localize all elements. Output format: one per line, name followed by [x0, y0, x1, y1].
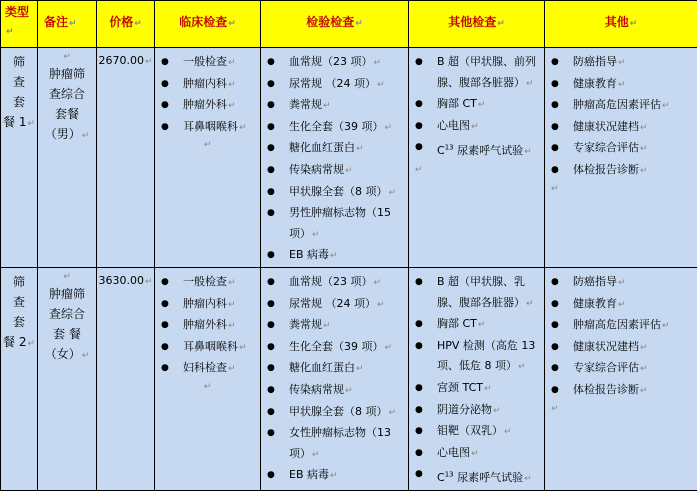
- bullet-icon: ●: [267, 245, 275, 266]
- bullet-icon: ●: [415, 421, 423, 442]
- package-row-1: [1, 48, 697, 268]
- list-item: ● 健康教育↵: [545, 294, 697, 316]
- bullet-icon: ●: [415, 378, 423, 399]
- clinical-cell: [155, 48, 261, 268]
- list-item: ● 肿瘤外科↵: [155, 315, 260, 337]
- list-item: ● 尿常规 （24 项）↵: [261, 294, 408, 316]
- type-char: 套: [1, 92, 37, 112]
- list-item: ● B 超（甲状腺、前列腺、腹部各脏器）↵: [409, 52, 544, 94]
- list-item: ● 甲状腺全套（8 项）↵: [261, 402, 408, 424]
- paragraph-mark-icon: ↵: [409, 163, 544, 177]
- bullet-icon: ●: [161, 337, 169, 358]
- remark-line: 肿瘤筛: [42, 284, 92, 304]
- remark-line: 套餐: [42, 104, 92, 124]
- bullet-icon: ●: [267, 380, 275, 401]
- bullet-icon: ●: [415, 52, 423, 73]
- list-item: ● 男性肿瘤标志物（15 项）↵: [261, 203, 408, 245]
- list-item: ● 血常规（23 项）↵: [261, 272, 408, 294]
- bullet-icon: ●: [267, 182, 275, 203]
- list-item: ● 生化全套（39 项）↵: [261, 117, 408, 139]
- bullet-icon: ●: [161, 52, 169, 73]
- bullet-icon: ●: [551, 160, 559, 181]
- bullet-icon: ●: [267, 95, 275, 116]
- bullet-icon: ●: [267, 52, 275, 73]
- list-item: ● 甲状腺全套（8 项）↵: [261, 182, 408, 204]
- list-item: ● 防癌指导↵: [545, 52, 697, 74]
- list-item: ● 胸部 CT↵: [409, 94, 544, 116]
- paragraph-mark-icon: ↵: [155, 138, 260, 152]
- bullet-icon: ●: [267, 337, 275, 358]
- paragraph-mark-icon: ↵: [545, 182, 697, 196]
- list-item: ● 健康状况建档↵: [545, 337, 697, 359]
- bullet-icon: ●: [267, 138, 275, 159]
- bullet-icon: ●: [551, 294, 559, 315]
- bullet-icon: ●: [415, 94, 423, 115]
- remark-line: 查综合: [42, 84, 92, 104]
- bullet-icon: ●: [415, 400, 423, 421]
- list-item: ● EB 病毒↵: [261, 465, 408, 487]
- bullet-icon: ●: [551, 315, 559, 336]
- paragraph-mark-icon: ↵: [545, 402, 697, 416]
- bullet-icon: ●: [267, 294, 275, 315]
- list-item: ● 肿瘤高危因素评估↵: [545, 95, 697, 117]
- bullet-icon: ●: [161, 74, 169, 95]
- list-item: ● 专家综合评估↵: [545, 358, 697, 380]
- list-item: ● 肿瘤内科↵: [155, 294, 260, 316]
- remark-line: 套 餐: [42, 324, 92, 344]
- bullet-icon: ●: [415, 336, 423, 357]
- bullet-icon: ●: [267, 423, 275, 444]
- bullet-icon: ●: [267, 203, 275, 224]
- bullet-icon: ●: [551, 117, 559, 138]
- bullet-icon: ●: [415, 464, 423, 485]
- list-item: ● 糖化血红蛋白↵: [261, 358, 408, 380]
- header-lab: 检验检查↵: [261, 1, 409, 48]
- remark-line: 查综合: [42, 304, 92, 324]
- bullet-icon: ●: [551, 272, 559, 293]
- list-item: ● 钼靶（双乳）↵: [409, 421, 544, 443]
- bullet-icon: ●: [267, 160, 275, 181]
- remark-line: 肿瘤筛: [42, 64, 92, 84]
- list-item: ● 肿瘤外科↵: [155, 95, 260, 117]
- header-row: [1, 1, 697, 48]
- bullet-icon: ●: [551, 74, 559, 95]
- list-item: ● $C^{13}$ 尿素呼气试验↵: [409, 464, 544, 489]
- bullet-icon: ●: [161, 358, 169, 379]
- list-item: ● 胸部 CT↵: [409, 314, 544, 336]
- bullet-icon: ●: [551, 138, 559, 159]
- bullet-icon: ●: [161, 294, 169, 315]
- list-item: ● 心电图↵: [409, 443, 544, 465]
- bullet-icon: ●: [161, 272, 169, 293]
- type-char: 查: [1, 72, 37, 92]
- bullet-icon: ●: [551, 95, 559, 116]
- list-item: ● 糖化血红蛋白↵: [261, 138, 408, 160]
- list-item: ● 防癌指导↵: [545, 272, 697, 294]
- remark-cell: ↵ 肿瘤筛 查综合 套 餐 （女）↵: [38, 267, 97, 490]
- list-item: ● 粪常规↵: [261, 315, 408, 337]
- bullet-icon: ●: [415, 137, 423, 158]
- list-item: ● 肿瘤内科↵: [155, 74, 260, 96]
- list-item: ● 尿常规 （24 项）↵: [261, 74, 408, 96]
- bullet-icon: ●: [161, 117, 169, 138]
- type-char: 筛: [1, 272, 37, 292]
- list-item: ● 阴道分泌物↵: [409, 400, 544, 422]
- list-item: ● 耳鼻咽喉科↵: [155, 337, 260, 359]
- header-type: 类型↵: [1, 1, 38, 48]
- list-item: ● 健康教育↵: [545, 74, 697, 96]
- header-clinical: 临床检查↵: [155, 1, 261, 48]
- bullet-icon: ●: [267, 315, 275, 336]
- type-char: 餐 2: [3, 335, 26, 349]
- bullet-icon: ●: [267, 74, 275, 95]
- other-exam-cell: [409, 48, 545, 268]
- bullet-icon: ●: [161, 95, 169, 116]
- bullet-icon: ●: [415, 272, 423, 293]
- bullet-icon: ●: [551, 358, 559, 379]
- paragraph-mark-icon: ↵: [155, 380, 260, 394]
- remark-line: （男）: [45, 127, 81, 141]
- list-item: ● 体检报告诊断↵: [545, 380, 697, 402]
- list-item: ● 健康状况建档↵: [545, 117, 697, 139]
- package-row-2: [1, 267, 697, 490]
- other-cell: [545, 267, 697, 490]
- list-item: ● 一般检查↵: [155, 52, 260, 74]
- header-price: 价格↵: [97, 1, 155, 48]
- bullet-icon: ●: [267, 358, 275, 379]
- list-item: ● 血常规（23 项）↵: [261, 52, 408, 74]
- list-item: ● 女性肿瘤标志物（13 项）↵: [261, 423, 408, 465]
- list-item: ● $C^{13}$ 尿素呼气试验↵: [409, 137, 544, 162]
- list-item: ● EB 病毒↵: [261, 245, 408, 267]
- list-item: ● 肿瘤高危因素评估↵: [545, 315, 697, 337]
- price-cell: 3630.00↵: [97, 267, 155, 490]
- list-item: ● 耳鼻咽喉科↵: [155, 117, 260, 139]
- bullet-icon: ●: [551, 380, 559, 401]
- lab-cell: [261, 48, 409, 268]
- bullet-icon: ●: [267, 402, 275, 423]
- list-item: ● B 超（甲状腺、乳腺、腹部各脏器）↵: [409, 272, 544, 314]
- header-other-exam: 其他检查↵: [409, 1, 545, 48]
- bullet-icon: ●: [551, 337, 559, 358]
- other-cell: [545, 48, 697, 268]
- list-item: ● 粪常规↵: [261, 95, 408, 117]
- type-char: 套: [1, 312, 37, 332]
- bullet-icon: ●: [267, 272, 275, 293]
- list-item: ● 心电图↵: [409, 116, 544, 138]
- bullet-icon: ●: [415, 314, 423, 335]
- other-exam-cell: [409, 267, 545, 490]
- bullet-icon: ●: [415, 116, 423, 137]
- list-item: ● 体检报告诊断↵: [545, 160, 697, 182]
- header-remark: 备注↵: [38, 1, 97, 48]
- bullet-icon: ●: [267, 117, 275, 138]
- list-item: ● HPV 检测（高危 13 项、低危 8 项）↵: [409, 336, 544, 378]
- bullet-icon: ●: [267, 465, 275, 486]
- clinical-cell: [155, 267, 261, 490]
- list-item: ● 一般检查↵: [155, 272, 260, 294]
- list-item: ● 宫颈 TCT↵: [409, 378, 544, 400]
- list-item: ● 妇科检查↵: [155, 358, 260, 380]
- bullet-icon: ●: [415, 443, 423, 464]
- list-item: ● 生化全套（39 项）↵: [261, 337, 408, 359]
- list-item: ● 传染病常规↵: [261, 160, 408, 182]
- price-cell: 2670.00↵: [97, 48, 155, 268]
- remark-cell: ↵ 肿瘤筛 查综合 套餐 （男）↵: [38, 48, 97, 268]
- header-other: 其他↵: [545, 1, 697, 48]
- lab-cell: [261, 267, 409, 490]
- type-char: 餐 1: [3, 115, 26, 129]
- bullet-icon: ●: [161, 315, 169, 336]
- list-item: ● 专家综合评估↵: [545, 138, 697, 160]
- list-item: ● 传染病常规↵: [261, 380, 408, 402]
- type-cell: 筛 查 套 餐 1↵: [1, 48, 38, 268]
- type-char: 筛: [1, 52, 37, 72]
- type-cell: 筛 查 套 餐 2↵: [1, 267, 38, 490]
- bullet-icon: ●: [551, 52, 559, 73]
- remark-line: （女）: [45, 347, 81, 361]
- type-char: 查: [1, 292, 37, 312]
